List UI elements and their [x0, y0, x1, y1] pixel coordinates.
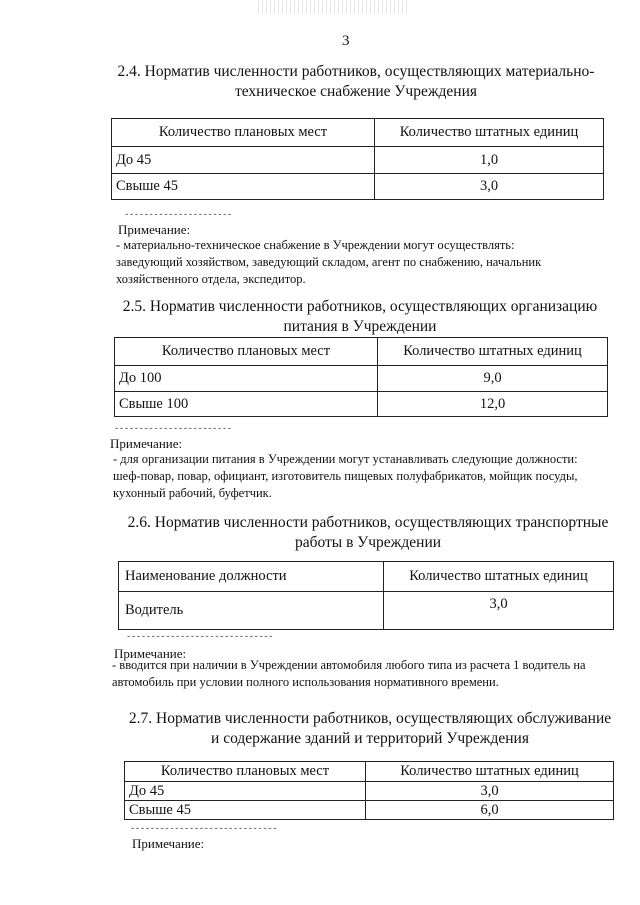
- heading-line: 2.5. Норматив численности работников, осуществляющих организацию: [122, 298, 598, 315]
- note-text: [116, 237, 541, 288]
- table-cell: 6,0: [366, 801, 614, 820]
- heading-line: техническое снабжение Учреждения: [234, 83, 478, 100]
- separator-line: ------------------------------: [126, 632, 274, 642]
- table-cell: 3,0: [366, 782, 614, 801]
- table-header-cell: Количество штатных единиц: [378, 338, 608, 366]
- table-cell: 3,0: [375, 174, 604, 200]
- scan-artifact: [258, 0, 408, 14]
- table-cell: До 45: [112, 147, 375, 174]
- note-title: Примечание:: [114, 646, 187, 661]
- table-cell: Свыше 45: [112, 174, 375, 200]
- table-header-cell: Количество плановых мест: [112, 119, 375, 147]
- note-line: автомобиль при условии полного использования нормативного времени.: [112, 675, 499, 689]
- page-number: 3: [342, 33, 350, 49]
- section-heading: [115, 709, 625, 749]
- table-header-cell: Наименование должности: [119, 562, 384, 592]
- staffing-table: [118, 561, 614, 630]
- table-cell: Водитель: [119, 592, 384, 630]
- table-cell: 3,0: [384, 592, 614, 630]
- table-cell: 1,0: [375, 147, 604, 174]
- section-heading: [96, 62, 616, 102]
- note-text: [113, 451, 578, 502]
- note-title: Примечание:: [118, 222, 191, 237]
- note-title: Примечание:: [110, 436, 183, 451]
- heading-line: питания в Учреждении: [283, 318, 437, 335]
- separator-line: ------------------------------: [130, 824, 278, 834]
- heading-line: 2.4. Норматив численности работников, осуществляющих материально-: [117, 63, 595, 80]
- note-line: - вводится при наличии в Учреждении автомобиля любого типа из расчета 1 водитель на: [112, 658, 586, 672]
- table-cell: 12,0: [378, 392, 608, 417]
- table-cell: 9,0: [378, 366, 608, 392]
- table-cell: Свыше 100: [115, 392, 378, 417]
- note-line: - материально-техническое снабжение в Учреждении могут осуществлять:: [116, 238, 515, 252]
- table-header-cell: Количество плановых мест: [125, 762, 366, 782]
- table-cell: До 45: [125, 782, 366, 801]
- note-line: кухонный рабочий, буфетчик.: [113, 486, 272, 500]
- separator-line: ------------------------: [114, 424, 232, 434]
- table-row: [112, 147, 604, 174]
- section-heading: [100, 297, 620, 337]
- heading-line: 2.7. Норматив численности работников, осуществляющих обслуживание: [128, 710, 612, 727]
- table-row: [125, 782, 614, 801]
- note-line: - для организации питания в Учреждении могут устанавливать следующие должности:: [113, 452, 578, 466]
- table-cell: До 100: [115, 366, 378, 392]
- note-line: шеф-повар, повар, официант, изготовитель пищевых полуфабрикатов, мойщик посуды,: [113, 469, 578, 483]
- table-header-cell: Количество штатных единиц: [384, 562, 614, 592]
- table-header-cell: Количество плановых мест: [115, 338, 378, 366]
- note-line: хозяйственного отдела, экспедитор.: [116, 272, 306, 286]
- note-text: [112, 657, 586, 691]
- table-row: [125, 801, 614, 820]
- separator-line: ----------------------: [124, 210, 232, 220]
- table-header-cell: Количество штатных единиц: [366, 762, 614, 782]
- note-title: Примечание:: [132, 836, 205, 851]
- heading-line: 2.6. Норматив численности работников, осуществляющих транспортные: [127, 514, 609, 531]
- heading-line: и содержание зданий и территорий Учреждения: [211, 730, 529, 747]
- heading-line: работы в Учреждении: [294, 534, 442, 551]
- table-header-cell: Количество штатных единиц: [375, 119, 604, 147]
- table-cell: Свыше 45: [125, 801, 366, 820]
- staffing-table: [124, 761, 614, 820]
- staffing-table: [114, 337, 608, 417]
- table-row: [115, 392, 608, 417]
- note-line: заведующий хозяйством, заведующий складом, агент по снабжению, начальник: [116, 255, 542, 269]
- section-heading: [108, 513, 628, 553]
- table-row: [112, 174, 604, 200]
- table-row: [119, 592, 614, 630]
- table-row: [115, 366, 608, 392]
- staffing-table: [111, 118, 604, 200]
